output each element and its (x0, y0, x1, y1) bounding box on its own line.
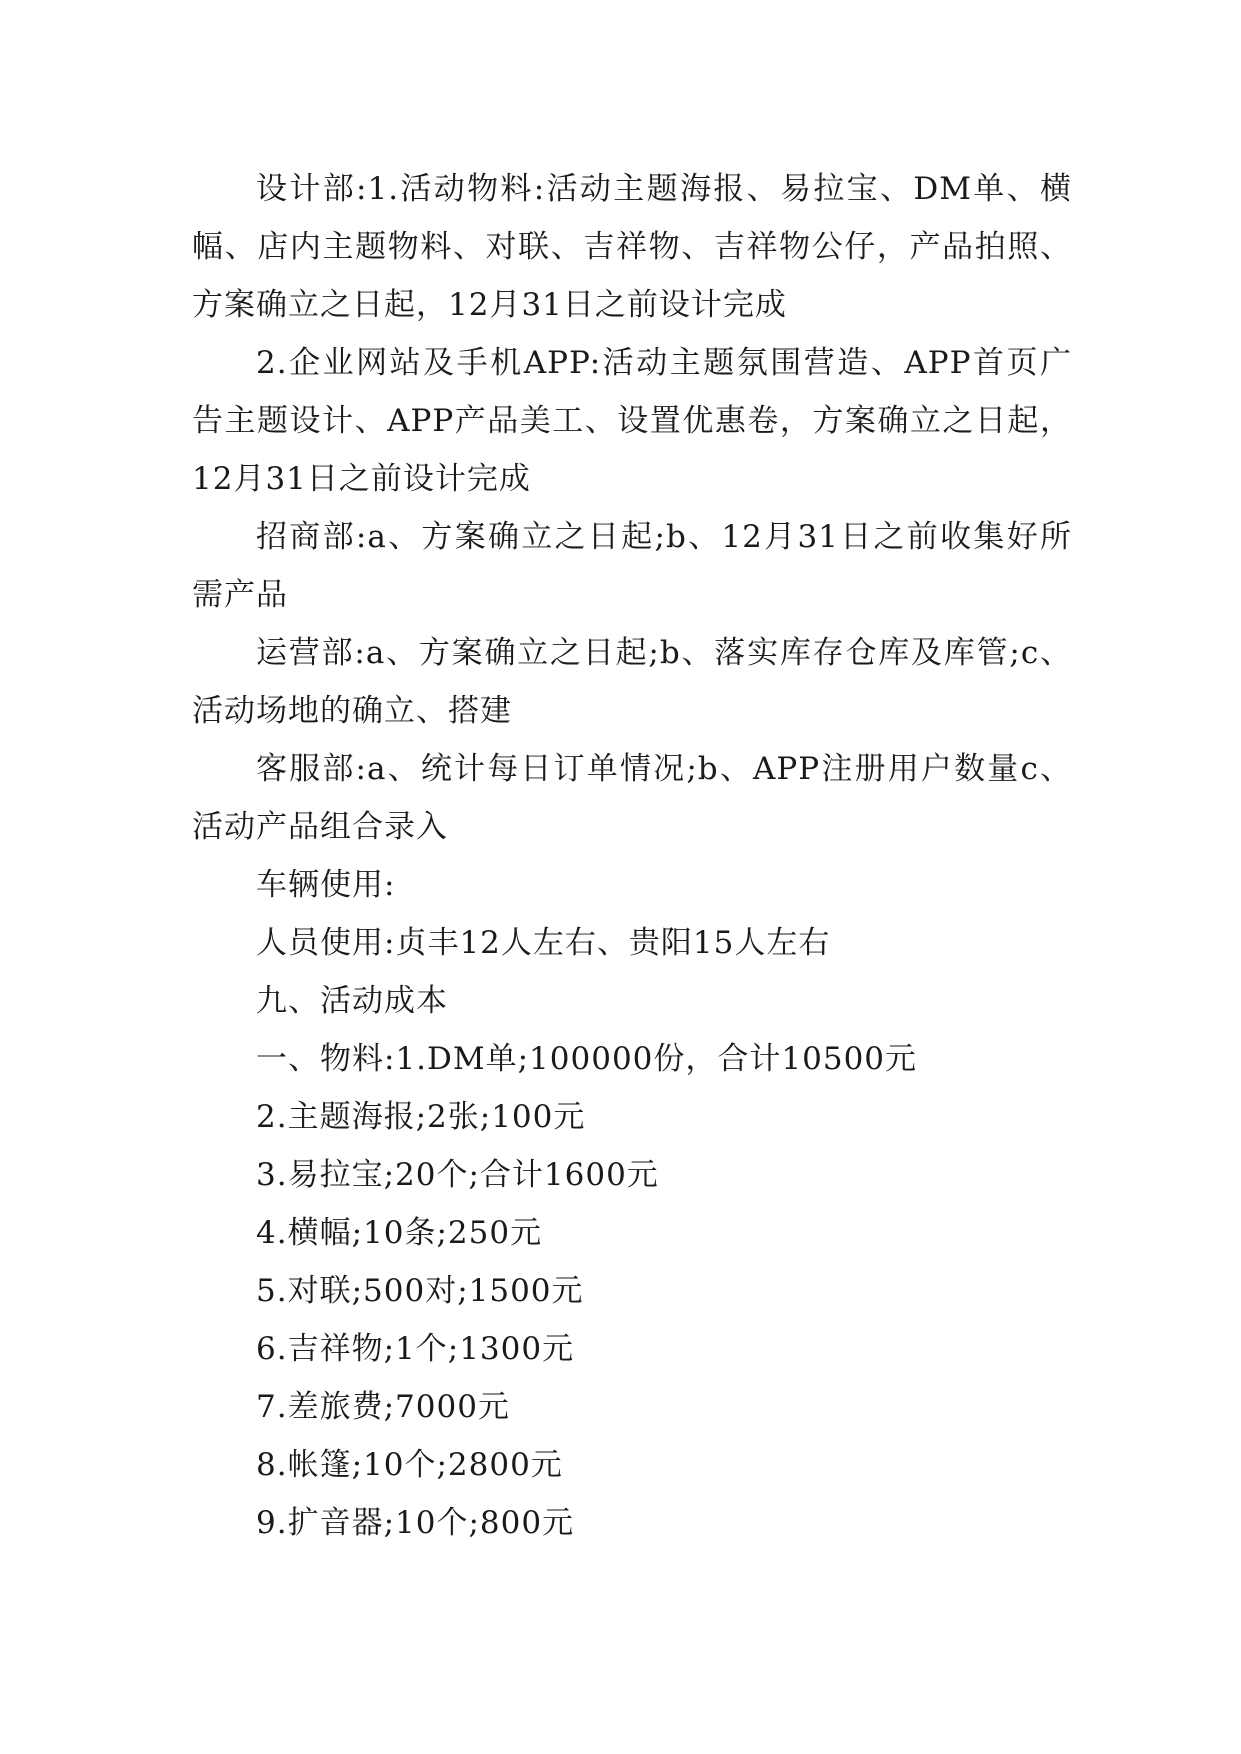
paragraph-operations-dept: 运营部:a、方案确立之日起;b、落实库存仓库及库管;c、活动场地的确立、搭建 (192, 635, 1072, 729)
cost-item-dm: 一、物料:1.DM单;100000份，合计10500元 (256, 1041, 918, 1077)
paragraph-website-app: 2.企业网站及手机APP:活动主题氛围营造、APP首页广告主题设计、APP产品美工、设置优惠卷，方案确立之日起，12月31日之前设计完成 (192, 345, 1072, 497)
cost-item-mascot: 6.吉祥物;1个;1300元 (256, 1331, 575, 1367)
cost-item-travel: 7.差旅费;7000元 (256, 1389, 510, 1425)
cost-item-rollup-banner: 3.易拉宝;20个;合计1600元 (256, 1157, 659, 1193)
paragraph-staff-use: 人员使用:贞丰12人左右、贵阳15人左右 (256, 925, 831, 961)
paragraph-design-dept: 设计部:1.活动物料:活动主题海报、易拉宝、DM单、横幅、店内主题物料、对联、吉祥物、吉祥物公仔，产品拍照、方案确立之日起，12月31日之前设计完成 (192, 171, 1072, 323)
cost-item-poster: 2.主题海报;2张;100元 (256, 1099, 586, 1135)
paragraph-customer-service-dept: 客服部:a、统计每日订单情况;b、APP注册用户数量c、活动产品组合录入 (192, 751, 1072, 845)
paragraph-investment-dept: 招商部:a、方案确立之日起;b、12月31日之前收集好所需产品 (192, 519, 1072, 613)
cost-item-banner: 4.横幅;10条;250元 (256, 1215, 543, 1251)
paragraph-vehicle-use: 车辆使用: (256, 867, 396, 903)
cost-item-tents: 8.帐篷;10个;2800元 (256, 1447, 563, 1483)
document-body (192, 160, 1072, 1552)
cost-item-couplets: 5.对联;500对;1500元 (256, 1273, 584, 1309)
section-heading-activity-cost: 九、活动成本 (256, 983, 448, 1019)
cost-item-loudspeakers: 9.扩音器;10个;800元 (256, 1505, 575, 1541)
